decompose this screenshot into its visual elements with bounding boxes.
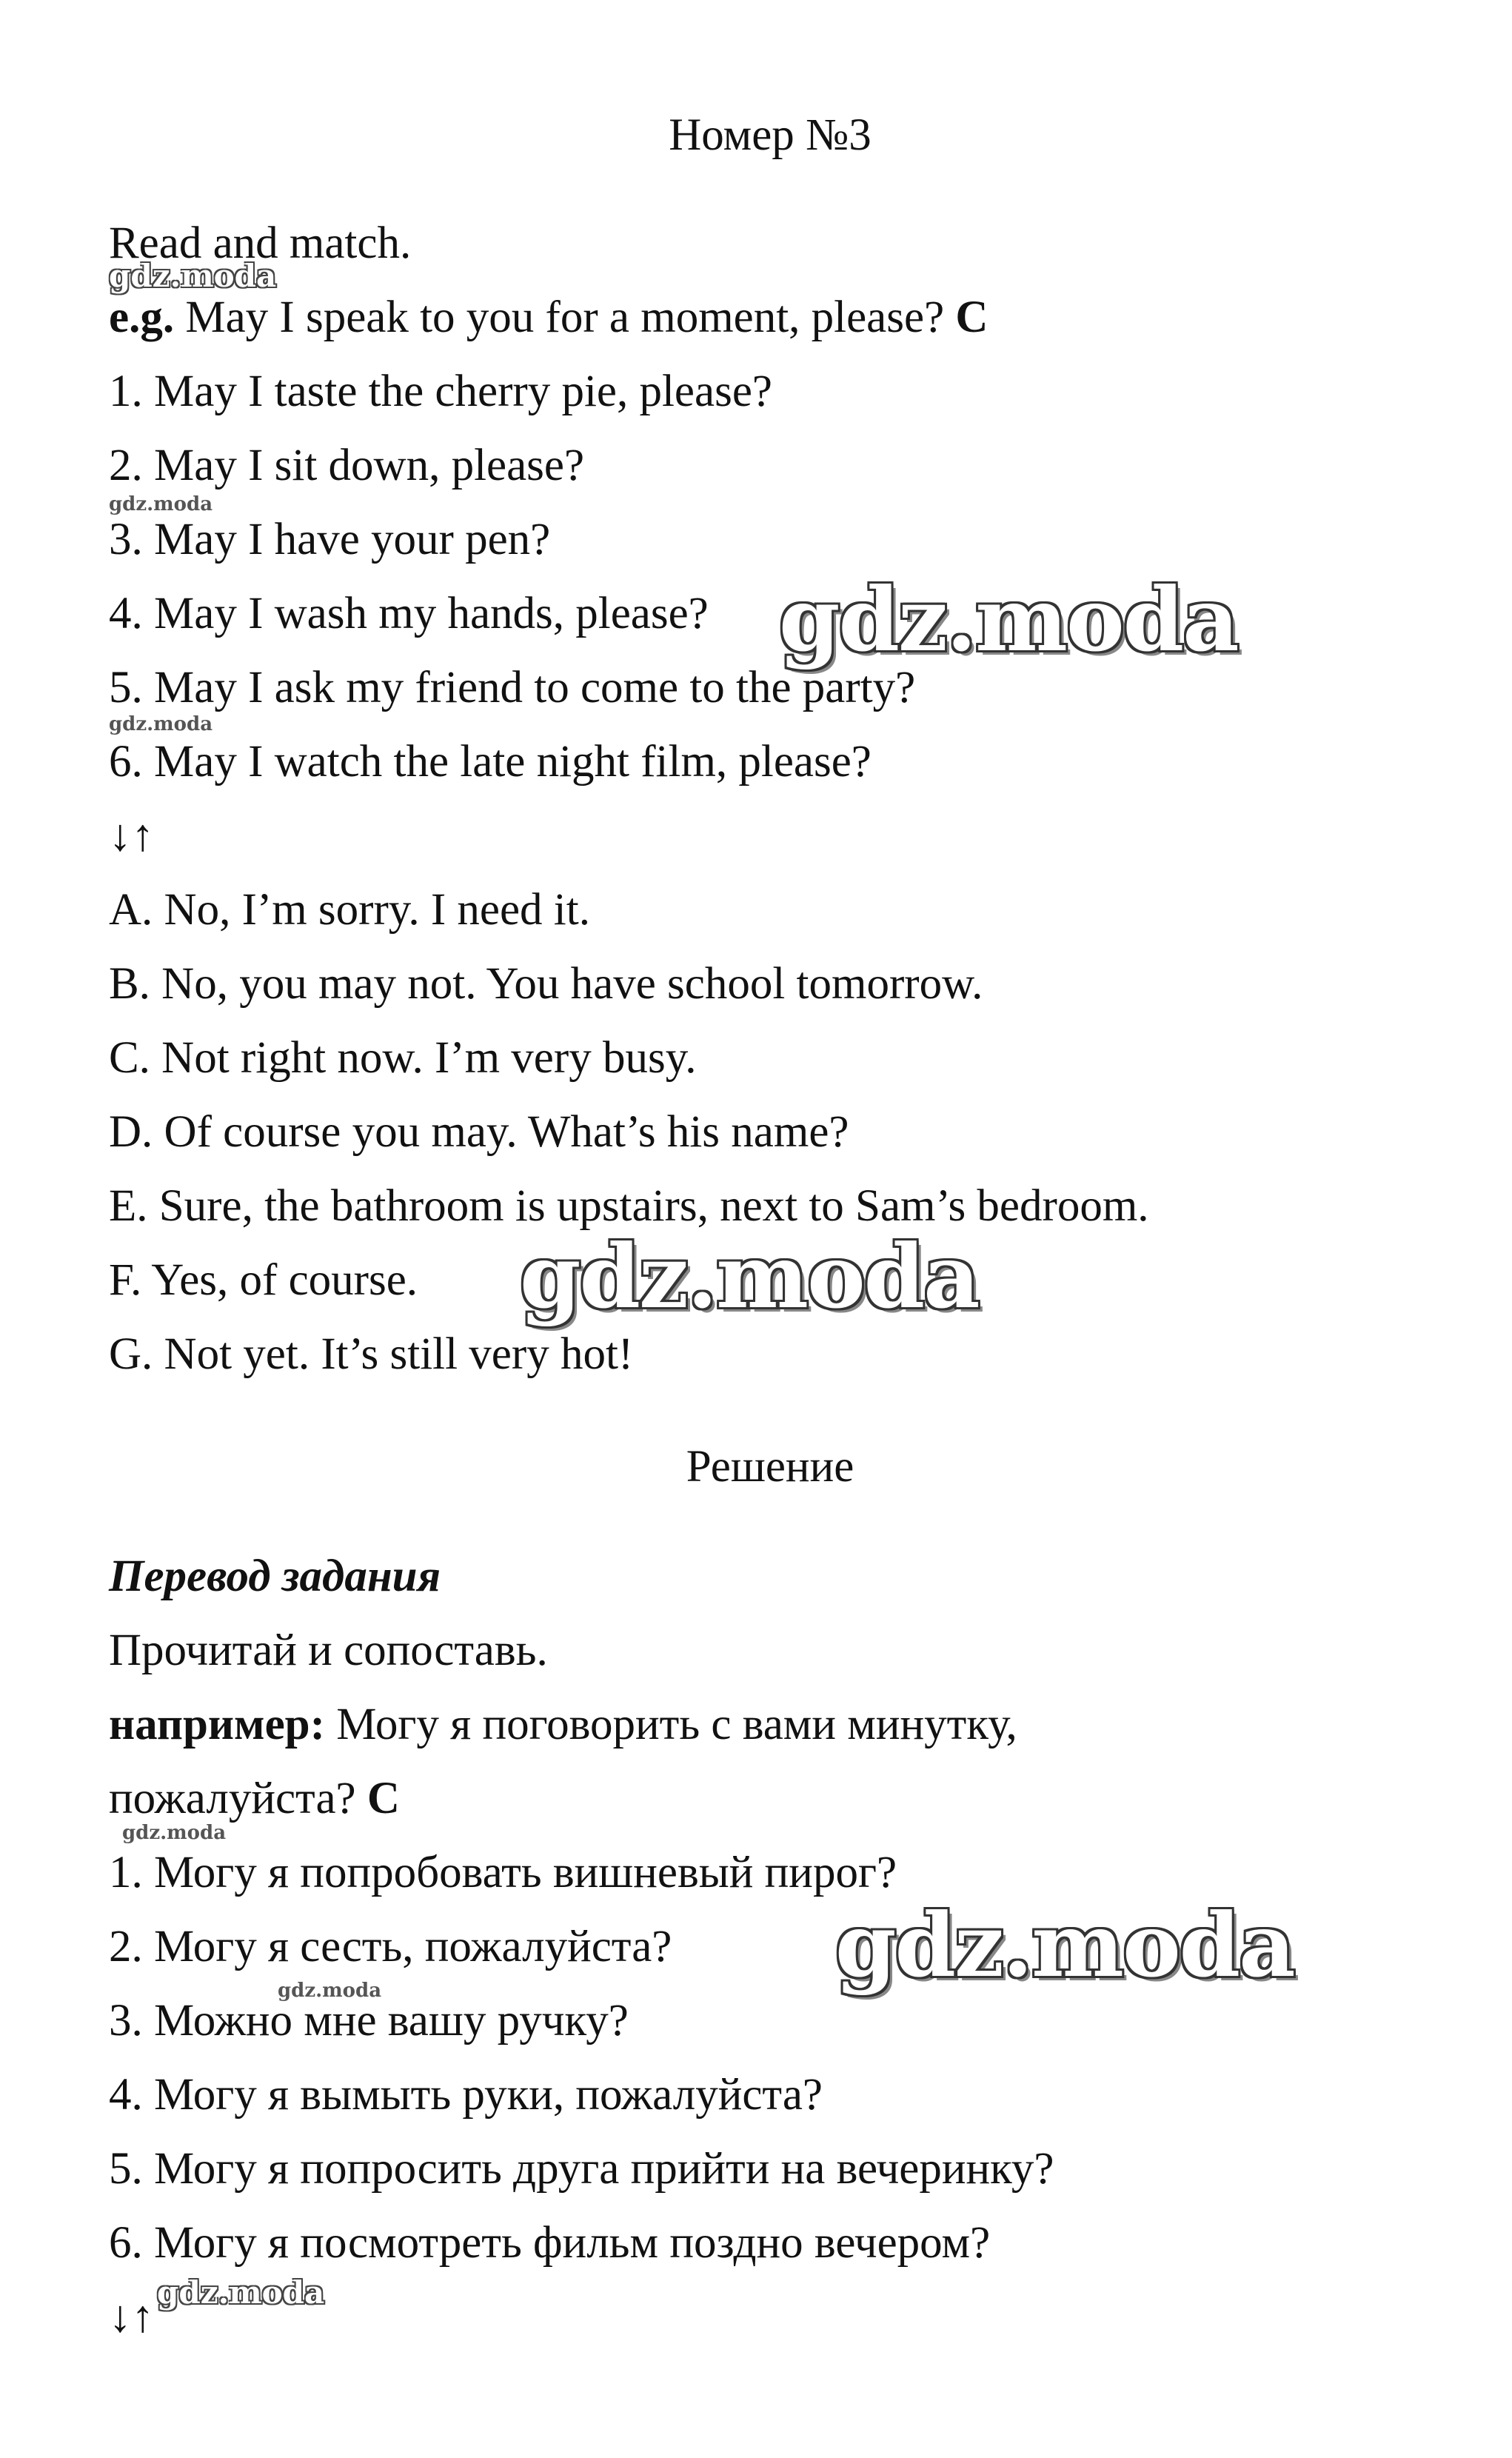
task-instruction: Read and match.	[109, 218, 412, 268]
question-1: 1. May I taste the cherry pie, please?	[109, 367, 772, 416]
watermark-logo: gdz.moda	[122, 1822, 227, 1844]
answer-c: C. Not right now. I’m very busy.	[109, 1033, 697, 1083]
task-example	[109, 295, 988, 340]
page-title: Номер №3	[669, 110, 872, 160]
answer-e: E. Sure, the bathroom is upstairs, next to Sam’s bedroom.	[109, 1181, 1149, 1231]
watermark-logo: gdz.moda	[779, 568, 1238, 671]
question-3: 3. May I have your pen?	[109, 515, 551, 564]
translation-example-prefix: например:	[109, 1700, 325, 1749]
answer-a: A. No, I’m sorry. I need it.	[109, 885, 590, 935]
watermark-logo: gdz.moda	[109, 258, 277, 294]
translation-instruction: Прочитай и сопоставь.	[109, 1626, 548, 1675]
translation-question-1: 1. Могу я попробовать вишневый пирог?	[109, 1848, 897, 1897]
translation-example-text-cont: пожалуйста?	[109, 1774, 367, 1823]
translation-question-4: 4. Могу я вымыть руки, пожалуйста?	[109, 2070, 823, 2120]
watermark-logo: gdz.moda	[520, 1225, 979, 1328]
translation-heading: Перевод задания	[109, 1552, 441, 1601]
question-6: 6. May I watch the late night film, please?	[109, 737, 872, 787]
question-5: 5. May I ask my friend to come to the party?	[109, 663, 916, 712]
translation-question-6: 6. Могу я посмотреть фильм поздно вечером?	[109, 2218, 991, 2268]
solution-heading: Решение	[686, 1442, 854, 1492]
example-text: May I speak to you for a moment, please?	[174, 293, 956, 342]
watermark-logo: gdz.moda	[157, 2274, 325, 2311]
answer-b: B. No, you may not. You have school tomorrow.	[109, 959, 983, 1009]
watermark-logo: gdz.moda	[835, 1894, 1294, 1997]
translation-question-3: 3. Можно мне вашу ручку?	[109, 1996, 629, 2045]
question-2: 2. May I sit down, please?	[109, 441, 585, 490]
watermark-logo: gdz.moda	[109, 493, 213, 515]
translation-question-5: 5. Могу я попросить друга прийти на вечеринку?	[109, 2144, 1054, 2194]
translation-arrows: ↓↑	[109, 2292, 154, 2342]
match-arrows: ↓↑	[109, 811, 154, 861]
watermark-logo: gdz.moda	[109, 713, 213, 735]
watermark-logo: gdz.moda	[278, 1980, 382, 2002]
question-4: 4. May I wash my hands, please?	[109, 589, 709, 638]
translation-example-text: Могу я поговорить с вами минутку,	[324, 1700, 1017, 1749]
answer-d: D. Of course you may. What’s his name?	[109, 1107, 849, 1157]
example-prefix: e.g.	[109, 293, 175, 342]
answer-g: G. Not yet. It’s still very hot!	[109, 1329, 634, 1379]
translation-example-answer: C	[367, 1774, 400, 1823]
translation-example-line1	[109, 1702, 1017, 1747]
translation-question-2: 2. Могу я сесть, пожалуйста?	[109, 1922, 672, 1971]
answer-f: F. Yes, of course.	[109, 1255, 418, 1305]
translation-example-line2	[109, 1776, 400, 1821]
example-answer: C	[955, 293, 989, 342]
